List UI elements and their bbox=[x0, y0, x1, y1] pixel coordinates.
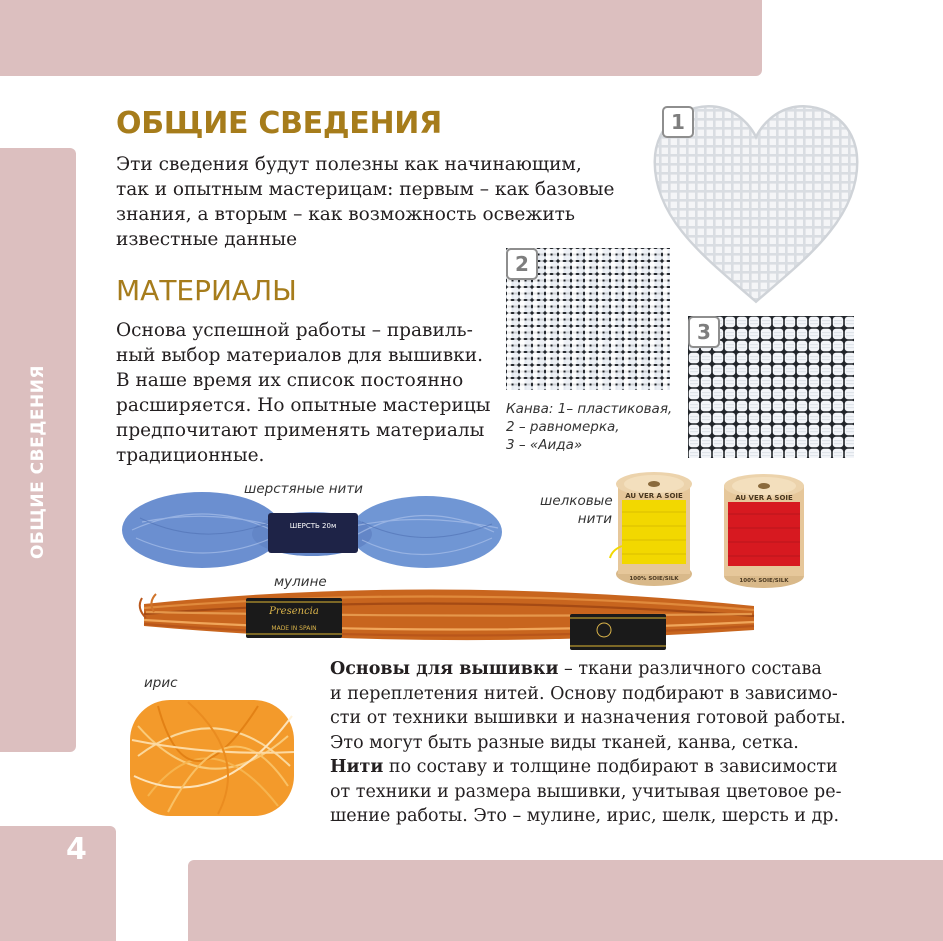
mouline-skein-image bbox=[134, 578, 760, 652]
page-number: 4 bbox=[66, 832, 87, 867]
wool-skein-image bbox=[122, 478, 504, 578]
wool-band-text: ШЕРСТЬ 20м bbox=[289, 522, 337, 530]
materials-heading: МАТЕРИАЛЫ bbox=[116, 274, 297, 307]
intro-line: Эти сведения будут полезны как начинающим, bbox=[116, 154, 582, 175]
iris-ball-image bbox=[128, 696, 298, 820]
silk-spools-image bbox=[606, 460, 812, 590]
mouline-thread-label: мулине bbox=[274, 574, 327, 590]
canvas-badge-3: 3 bbox=[688, 316, 720, 348]
intro-line: известные данные bbox=[116, 229, 298, 250]
bases-line bbox=[330, 755, 890, 780]
iris-thread-label: ирис bbox=[144, 675, 178, 691]
materials-line: ный выбор материалов для вышивки. bbox=[116, 345, 483, 366]
spool-yellow-sub: 100% SOIE/SILK bbox=[629, 576, 679, 582]
mouline-band-sub: MADE IN SPAIN bbox=[271, 625, 317, 632]
bases-line-text: шение работы. Это – мулине, ирис, шелк, шерсть и др. bbox=[330, 806, 840, 826]
bases-paragraph bbox=[330, 657, 890, 829]
silk-label-line: нити bbox=[577, 511, 612, 527]
canvas-badge-2: 2 bbox=[506, 248, 538, 280]
spool-red-text: AU VER A SOIE bbox=[735, 494, 793, 502]
page-number-box bbox=[0, 826, 116, 941]
bottom-decor-band bbox=[188, 860, 943, 941]
bases-line-text: сти от техники вышивки и назначения готовой работы. bbox=[330, 708, 846, 728]
spool-red-sub: 100% SOIE/SILK bbox=[739, 578, 789, 584]
bases-line bbox=[330, 657, 890, 682]
bases-line bbox=[330, 706, 890, 731]
caption-line: 3 – «Аида» bbox=[506, 437, 583, 453]
bases-line-text: и переплетения нитей. Основу подбирают в зависимо- bbox=[330, 683, 838, 704]
materials-paragraph bbox=[116, 318, 496, 468]
bases-line-text: по составу и толщине подбирают в зависимости bbox=[383, 757, 838, 777]
caption-line: Канва: 1– пластиковая, bbox=[506, 401, 673, 417]
bases-line-text: Это могут быть разные виды тканей, канва, сетка. bbox=[330, 732, 799, 753]
canvas-badge-1: 1 bbox=[662, 106, 694, 138]
materials-line: Основа успешной работы – правиль- bbox=[116, 320, 473, 341]
bases-line bbox=[330, 804, 890, 829]
side-section-label: ОБЩИЕ СВЕДЕНИЯ bbox=[28, 364, 48, 560]
mouline-band-text: Presencia bbox=[269, 606, 319, 617]
materials-line: традиционные. bbox=[116, 445, 265, 466]
intro-line: знания, а вторым – как возможность освежить bbox=[116, 204, 575, 225]
threads-bold-term: Нити bbox=[330, 757, 384, 777]
materials-line: В наше время их список постоянно bbox=[116, 370, 464, 391]
bases-line-text: от техники и размера вышивки, учитывая цветовое ре- bbox=[330, 781, 842, 802]
silk-thread-label bbox=[540, 492, 612, 528]
page-title: ОБЩИЕ СВЕДЕНИЯ bbox=[116, 106, 442, 141]
intro-line: так и опытным мастерицам: первым – как базовые bbox=[116, 179, 615, 200]
silk-label-line: шелковые bbox=[540, 493, 613, 509]
bases-line bbox=[330, 682, 890, 707]
bases-bold-term: Основы для вышивки bbox=[330, 659, 559, 679]
intro-paragraph bbox=[116, 152, 646, 252]
spool-yellow-text: AU VER A SOIE bbox=[625, 492, 683, 500]
bases-line bbox=[330, 731, 890, 756]
wool-thread-label: шерстяные нити bbox=[244, 481, 363, 497]
bases-line-text: – ткани различного состава bbox=[558, 659, 822, 679]
top-decor-band bbox=[0, 0, 762, 76]
canvas-caption bbox=[506, 400, 672, 454]
caption-line: 2 – равномерка, bbox=[506, 419, 620, 435]
materials-line: расширяется. Но опытные мастерицы bbox=[116, 395, 491, 416]
bases-line bbox=[330, 780, 890, 805]
materials-line: предпочитают применять материалы bbox=[116, 420, 485, 441]
